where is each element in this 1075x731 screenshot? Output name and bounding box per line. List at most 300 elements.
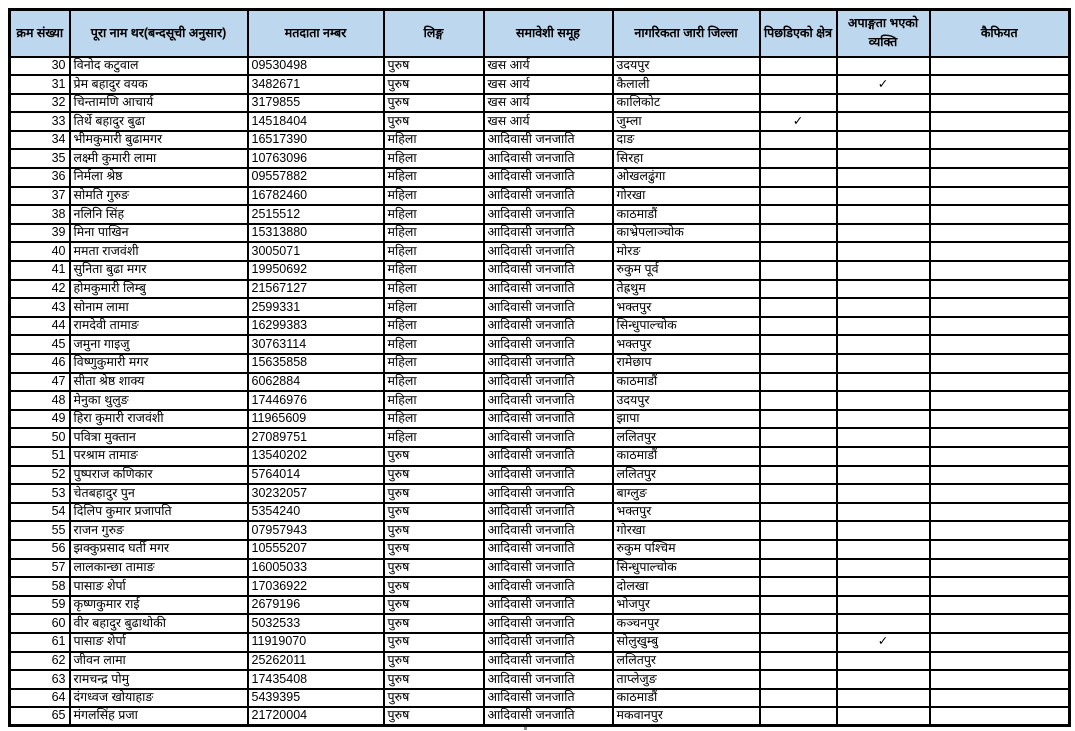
cell-sn: 43 — [10, 298, 70, 317]
cell-name: विष्णुकुमारी मगर — [70, 354, 248, 373]
cell-name: सोमति गुरुङ — [70, 187, 248, 206]
cell-district: काठमाडौं — [613, 447, 760, 466]
cell-name: प्रेम बहादुर वयक — [70, 75, 248, 94]
cell-gender: पुरुष — [384, 503, 484, 522]
cell-remarks — [930, 317, 1070, 336]
cell-group: खस आर्य — [484, 94, 613, 113]
cell-disability — [837, 224, 930, 243]
cell-name: वीर बहादुर बुढाथोकी — [70, 614, 248, 633]
cell-remarks — [930, 559, 1070, 578]
cell-gender: पुरुष — [384, 75, 484, 94]
cell-voter_no: 25262011 — [248, 652, 384, 671]
cell-gender: महिला — [384, 428, 484, 447]
cell-disability — [837, 112, 930, 131]
cell-name: लालकान्छा तामाङ — [70, 559, 248, 578]
cell-gender: पुरुष — [384, 112, 484, 131]
cell-gender: पुरुष — [384, 94, 484, 113]
cell-voter_no: 21720004 — [248, 707, 384, 726]
cell-name: झक्कुप्रसाद घर्ती मगर — [70, 540, 248, 559]
cell-gender: महिला — [384, 261, 484, 280]
table-row — [10, 131, 1070, 150]
cell-voter_no: 3005071 — [248, 242, 384, 261]
cell-disability — [837, 94, 930, 113]
cell-name: विनोद कटुवाल — [70, 57, 248, 76]
cell-name: पासाङ शेर्पा — [70, 633, 248, 652]
cell-sn: 47 — [10, 373, 70, 392]
cell-sn: 56 — [10, 540, 70, 559]
cell-district: गोरखा — [613, 521, 760, 540]
cell-district: कालिकोट — [613, 94, 760, 113]
cell-group: आदिवासी जनजाति — [484, 652, 613, 671]
cell-disability — [837, 596, 930, 615]
table-row — [10, 633, 1070, 652]
cell-disability — [837, 373, 930, 392]
cell-group: खस आर्य — [484, 75, 613, 94]
table-row — [10, 559, 1070, 578]
cell-remarks — [930, 466, 1070, 485]
cell-backward — [760, 540, 837, 559]
table-row — [10, 428, 1070, 447]
cell-name: सीता श्रेष्ठ शाक्य — [70, 373, 248, 392]
checkmark-icon: ✓ — [837, 633, 930, 652]
cell-group: आदिवासी जनजाति — [484, 261, 613, 280]
cell-sn: 31 — [10, 75, 70, 94]
cell-gender: पुरुष — [384, 559, 484, 578]
cell-group: आदिवासी जनजाति — [484, 596, 613, 615]
cell-disability — [837, 298, 930, 317]
cell-remarks — [930, 503, 1070, 522]
cell-group: आदिवासी जनजाति — [484, 540, 613, 559]
cell-backward — [760, 261, 837, 280]
cell-remarks — [930, 57, 1070, 76]
cell-name: पुष्पराज कणिकार — [70, 466, 248, 485]
cell-district: दाङ — [613, 131, 760, 150]
cell-sn: 60 — [10, 614, 70, 633]
cell-remarks — [930, 577, 1070, 596]
cell-sn: 32 — [10, 94, 70, 113]
cell-group: आदिवासी जनजाति — [484, 577, 613, 596]
cell-remarks — [930, 447, 1070, 466]
cell-name: चिन्तामणि आचार्य — [70, 94, 248, 113]
cutoff-footer-artifact — [524, 727, 546, 731]
cell-backward — [760, 633, 837, 652]
cell-disability — [837, 168, 930, 187]
cell-name: तिर्थे बहादुर बुढा — [70, 112, 248, 131]
cell-name: कृष्णकुमार राई — [70, 596, 248, 615]
cell-sn: 46 — [10, 354, 70, 373]
cell-name: दंगध्वज खोयाहाङ — [70, 689, 248, 708]
cell-disability — [837, 280, 930, 299]
cell-name: चेतबहादुर पुन — [70, 484, 248, 503]
cell-sn: 38 — [10, 205, 70, 224]
table-row — [10, 280, 1070, 299]
cell-backward — [760, 652, 837, 671]
cell-remarks — [930, 670, 1070, 689]
cell-disability — [837, 484, 930, 503]
cell-district: मोरङ — [613, 242, 760, 261]
cell-name: परश्राम तामाङ — [70, 447, 248, 466]
table-row — [10, 242, 1070, 261]
cell-district: भक्तपुर — [613, 298, 760, 317]
cell-backward — [760, 335, 837, 354]
cell-disability — [837, 428, 930, 447]
table-row — [10, 670, 1070, 689]
table-row — [10, 112, 1070, 131]
cell-district: उदयपुर — [613, 391, 760, 410]
cell-district: काठमाडौं — [613, 205, 760, 224]
cell-group: आदिवासी जनजाति — [484, 373, 613, 392]
cell-backward — [760, 670, 837, 689]
cell-backward — [760, 559, 837, 578]
cell-district: काठमाडौं — [613, 373, 760, 392]
cell-disability — [837, 670, 930, 689]
table-row — [10, 187, 1070, 206]
column-header-name: पूरा नाम थर(बन्दसूची अनुसार) — [70, 10, 248, 57]
cell-sn: 62 — [10, 652, 70, 671]
cell-sn: 57 — [10, 559, 70, 578]
cell-district: कञ्चनपुर — [613, 614, 760, 633]
cell-disability — [837, 521, 930, 540]
cell-voter_no: 17435408 — [248, 670, 384, 689]
table-row — [10, 75, 1070, 94]
cell-voter_no: 16005033 — [248, 559, 384, 578]
cell-sn: 39 — [10, 224, 70, 243]
cell-disability — [837, 205, 930, 224]
cell-remarks — [930, 205, 1070, 224]
cell-sn: 64 — [10, 689, 70, 708]
cell-group: आदिवासी जनजाति — [484, 707, 613, 726]
table-row — [10, 577, 1070, 596]
cell-voter_no: 3179855 — [248, 94, 384, 113]
cell-gender: पुरुष — [384, 57, 484, 76]
table-row — [10, 614, 1070, 633]
cell-gender: महिला — [384, 187, 484, 206]
cell-voter_no: 5354240 — [248, 503, 384, 522]
cell-district: काठमाडौं — [613, 689, 760, 708]
cell-gender: महिला — [384, 298, 484, 317]
cell-group: खस आर्य — [484, 112, 613, 131]
cell-backward — [760, 131, 837, 150]
cell-name: जीवन लामा — [70, 652, 248, 671]
cell-gender: महिला — [384, 149, 484, 168]
cell-voter_no: 15635858 — [248, 354, 384, 373]
cell-sn: 58 — [10, 577, 70, 596]
cell-name: मिना पाखिन — [70, 224, 248, 243]
cell-gender: पुरुष — [384, 633, 484, 652]
cell-sn: 54 — [10, 503, 70, 522]
cell-voter_no: 2515512 — [248, 205, 384, 224]
cell-sn: 50 — [10, 428, 70, 447]
cell-disability — [837, 187, 930, 206]
cell-backward — [760, 94, 837, 113]
cell-remarks — [930, 521, 1070, 540]
cell-gender: महिला — [384, 391, 484, 410]
cell-district: ललितपुर — [613, 652, 760, 671]
table-row — [10, 410, 1070, 429]
cell-sn: 48 — [10, 391, 70, 410]
cell-group: आदिवासी जनजाति — [484, 131, 613, 150]
cell-name: दिलिप कुमार प्रजापति — [70, 503, 248, 522]
cell-backward — [760, 298, 837, 317]
cell-remarks — [930, 224, 1070, 243]
cell-voter_no: 6062884 — [248, 373, 384, 392]
cell-disability — [837, 559, 930, 578]
cell-group: आदिवासी जनजाति — [484, 168, 613, 187]
cell-voter_no: 16299383 — [248, 317, 384, 336]
cell-voter_no: 21567127 — [248, 280, 384, 299]
cell-voter_no: 5764014 — [248, 466, 384, 485]
cell-gender: महिला — [384, 317, 484, 336]
table-row — [10, 540, 1070, 559]
cell-name: पासाङ शेर्पा — [70, 577, 248, 596]
cell-sn: 59 — [10, 596, 70, 615]
cell-district: गोरखा — [613, 187, 760, 206]
cell-voter_no: 30232057 — [248, 484, 384, 503]
cell-remarks — [930, 354, 1070, 373]
cell-voter_no: 17036922 — [248, 577, 384, 596]
cell-disability — [837, 131, 930, 150]
cell-remarks — [930, 131, 1070, 150]
cell-backward — [760, 410, 837, 429]
table-row — [10, 354, 1070, 373]
cell-district: रुकुम पश्चिम — [613, 540, 760, 559]
cell-group: आदिवासी जनजाति — [484, 335, 613, 354]
cell-voter_no: 5032533 — [248, 614, 384, 633]
cell-name: हिरा कुमारी राजवंशी — [70, 410, 248, 429]
cell-voter_no: 13540202 — [248, 447, 384, 466]
header-row — [10, 10, 1070, 57]
cell-voter_no: 5439395 — [248, 689, 384, 708]
cell-remarks — [930, 112, 1070, 131]
cell-group: आदिवासी जनजाति — [484, 149, 613, 168]
column-header-backward: पिछडिएको क्षेत्र — [760, 10, 837, 57]
cell-disability — [837, 503, 930, 522]
cell-gender: महिला — [384, 410, 484, 429]
cell-backward — [760, 280, 837, 299]
cell-name: लक्ष्मी कुमारी लामा — [70, 149, 248, 168]
cell-gender: पुरुष — [384, 596, 484, 615]
table-row — [10, 652, 1070, 671]
cell-group: आदिवासी जनजाति — [484, 242, 613, 261]
cell-district: काभ्रेपलाञ्चोक — [613, 224, 760, 243]
table-row — [10, 261, 1070, 280]
cell-disability — [837, 317, 930, 336]
cell-sn: 55 — [10, 521, 70, 540]
cell-name: राजन गुरुङ — [70, 521, 248, 540]
cell-gender: पुरुष — [384, 466, 484, 485]
cell-backward — [760, 373, 837, 392]
cell-sn: 36 — [10, 168, 70, 187]
cell-group: आदिवासी जनजाति — [484, 559, 613, 578]
cell-disability — [837, 391, 930, 410]
column-header-sn: क्रम संख्या — [10, 10, 70, 57]
cell-voter_no: 19950692 — [248, 261, 384, 280]
cell-disability — [837, 261, 930, 280]
cell-disability — [837, 707, 930, 726]
table-row — [10, 707, 1070, 726]
cell-remarks — [930, 391, 1070, 410]
cell-voter_no: 15313880 — [248, 224, 384, 243]
cell-name: मेनुका थुलुङ — [70, 391, 248, 410]
cell-voter_no: 27089751 — [248, 428, 384, 447]
table-row — [10, 205, 1070, 224]
cell-backward — [760, 168, 837, 187]
cell-backward — [760, 391, 837, 410]
cell-disability — [837, 335, 930, 354]
cell-remarks — [930, 614, 1070, 633]
cell-remarks — [930, 540, 1070, 559]
cell-gender: पुरुष — [384, 614, 484, 633]
cell-gender: पुरुष — [384, 577, 484, 596]
cell-backward — [760, 224, 837, 243]
cell-remarks — [930, 242, 1070, 261]
table-row — [10, 149, 1070, 168]
table-row — [10, 57, 1070, 76]
checkmark-icon: ✓ — [760, 112, 837, 131]
cell-remarks — [930, 298, 1070, 317]
cell-name: पवित्रा मुक्तान — [70, 428, 248, 447]
cell-gender: महिला — [384, 205, 484, 224]
cell-backward — [760, 503, 837, 522]
table-row — [10, 317, 1070, 336]
cell-voter_no: 11919070 — [248, 633, 384, 652]
cell-name: सुनिता बुढा मगर — [70, 261, 248, 280]
cell-remarks — [930, 94, 1070, 113]
cell-district: सिरहा — [613, 149, 760, 168]
cell-backward — [760, 57, 837, 76]
cell-voter_no: 16782460 — [248, 187, 384, 206]
table-row — [10, 596, 1070, 615]
cell-district: जुम्ला — [613, 112, 760, 131]
cell-district: कैलाली — [613, 75, 760, 94]
cell-sn: 42 — [10, 280, 70, 299]
table-row — [10, 521, 1070, 540]
cell-voter_no: 17446976 — [248, 391, 384, 410]
cell-sn: 63 — [10, 670, 70, 689]
cell-gender: महिला — [384, 168, 484, 187]
cell-district: ताप्लेजुङ — [613, 670, 760, 689]
cell-group: आदिवासी जनजाति — [484, 391, 613, 410]
cell-backward — [760, 242, 837, 261]
cell-group: आदिवासी जनजाति — [484, 670, 613, 689]
cell-remarks — [930, 633, 1070, 652]
cell-voter_no: 14518404 — [248, 112, 384, 131]
cell-disability — [837, 689, 930, 708]
cell-district: उदयपुर — [613, 57, 760, 76]
cell-group: आदिवासी जनजाति — [484, 428, 613, 447]
cell-backward — [760, 354, 837, 373]
cell-gender: महिला — [384, 373, 484, 392]
cell-remarks — [930, 707, 1070, 726]
cell-remarks — [930, 689, 1070, 708]
cell-group: आदिवासी जनजाति — [484, 298, 613, 317]
cell-gender: महिला — [384, 224, 484, 243]
cell-district: रामेछाप — [613, 354, 760, 373]
cell-district: रुकुम पूर्व — [613, 261, 760, 280]
cell-gender: महिला — [384, 242, 484, 261]
cell-district: बाग्लुङ — [613, 484, 760, 503]
cell-district: तेह्रथुम — [613, 280, 760, 299]
cell-gender: पुरुष — [384, 689, 484, 708]
cell-group: आदिवासी जनजाति — [484, 317, 613, 336]
cell-sn: 37 — [10, 187, 70, 206]
cell-sn: 33 — [10, 112, 70, 131]
cell-remarks — [930, 168, 1070, 187]
table-row — [10, 503, 1070, 522]
cell-remarks — [930, 187, 1070, 206]
cell-name: रामचन्द्र पोमु — [70, 670, 248, 689]
cell-backward — [760, 466, 837, 485]
cell-name: ममता राजवंशी — [70, 242, 248, 261]
cell-voter_no: 11965609 — [248, 410, 384, 429]
cell-district: ओखलढुंगा — [613, 168, 760, 187]
cell-name: रामदेवी तामाङ — [70, 317, 248, 336]
cell-remarks — [930, 652, 1070, 671]
table-row — [10, 335, 1070, 354]
cell-group: आदिवासी जनजाति — [484, 614, 613, 633]
cell-sn: 30 — [10, 57, 70, 76]
cell-sn: 45 — [10, 335, 70, 354]
cell-sn: 41 — [10, 261, 70, 280]
cell-gender: महिला — [384, 131, 484, 150]
cell-backward — [760, 317, 837, 336]
cell-district: सोलुखुम्बु — [613, 633, 760, 652]
cell-disability — [837, 410, 930, 429]
cell-voter_no: 10555207 — [248, 540, 384, 559]
cell-disability — [837, 149, 930, 168]
cell-remarks — [930, 596, 1070, 615]
cell-disability — [837, 354, 930, 373]
cell-district: मकवानपुर — [613, 707, 760, 726]
cell-group: आदिवासी जनजाति — [484, 447, 613, 466]
cell-name: मंगलसिंह प्रजा — [70, 707, 248, 726]
cell-voter_no: 2679196 — [248, 596, 384, 615]
cell-gender: महिला — [384, 354, 484, 373]
cell-disability — [837, 652, 930, 671]
cell-sn: 51 — [10, 447, 70, 466]
column-header-remarks: कैफियत — [930, 10, 1070, 57]
cell-backward — [760, 689, 837, 708]
cell-backward — [760, 205, 837, 224]
cell-disability — [837, 466, 930, 485]
voter-list-table — [8, 8, 1071, 727]
cell-voter_no: 30763114 — [248, 335, 384, 354]
cell-name: होमकुमारी लिम्बु — [70, 280, 248, 299]
cell-disability — [837, 242, 930, 261]
cell-gender: महिला — [384, 335, 484, 354]
cell-district: दोलखा — [613, 577, 760, 596]
cell-backward — [760, 614, 837, 633]
cell-district: भोजपुर — [613, 596, 760, 615]
cell-group: आदिवासी जनजाति — [484, 354, 613, 373]
cell-sn: 49 — [10, 410, 70, 429]
cell-sn: 44 — [10, 317, 70, 336]
cell-voter_no: 3482671 — [248, 75, 384, 94]
cell-sn: 35 — [10, 149, 70, 168]
cell-group: आदिवासी जनजाति — [484, 484, 613, 503]
cell-group: आदिवासी जनजाति — [484, 224, 613, 243]
table-row — [10, 689, 1070, 708]
cell-remarks — [930, 75, 1070, 94]
cell-gender: पुरुष — [384, 484, 484, 503]
cell-backward — [760, 596, 837, 615]
cell-backward — [760, 428, 837, 447]
cell-sn: 34 — [10, 131, 70, 150]
cell-backward — [760, 187, 837, 206]
cell-gender: पुरुष — [384, 447, 484, 466]
cell-remarks — [930, 484, 1070, 503]
table-row — [10, 373, 1070, 392]
